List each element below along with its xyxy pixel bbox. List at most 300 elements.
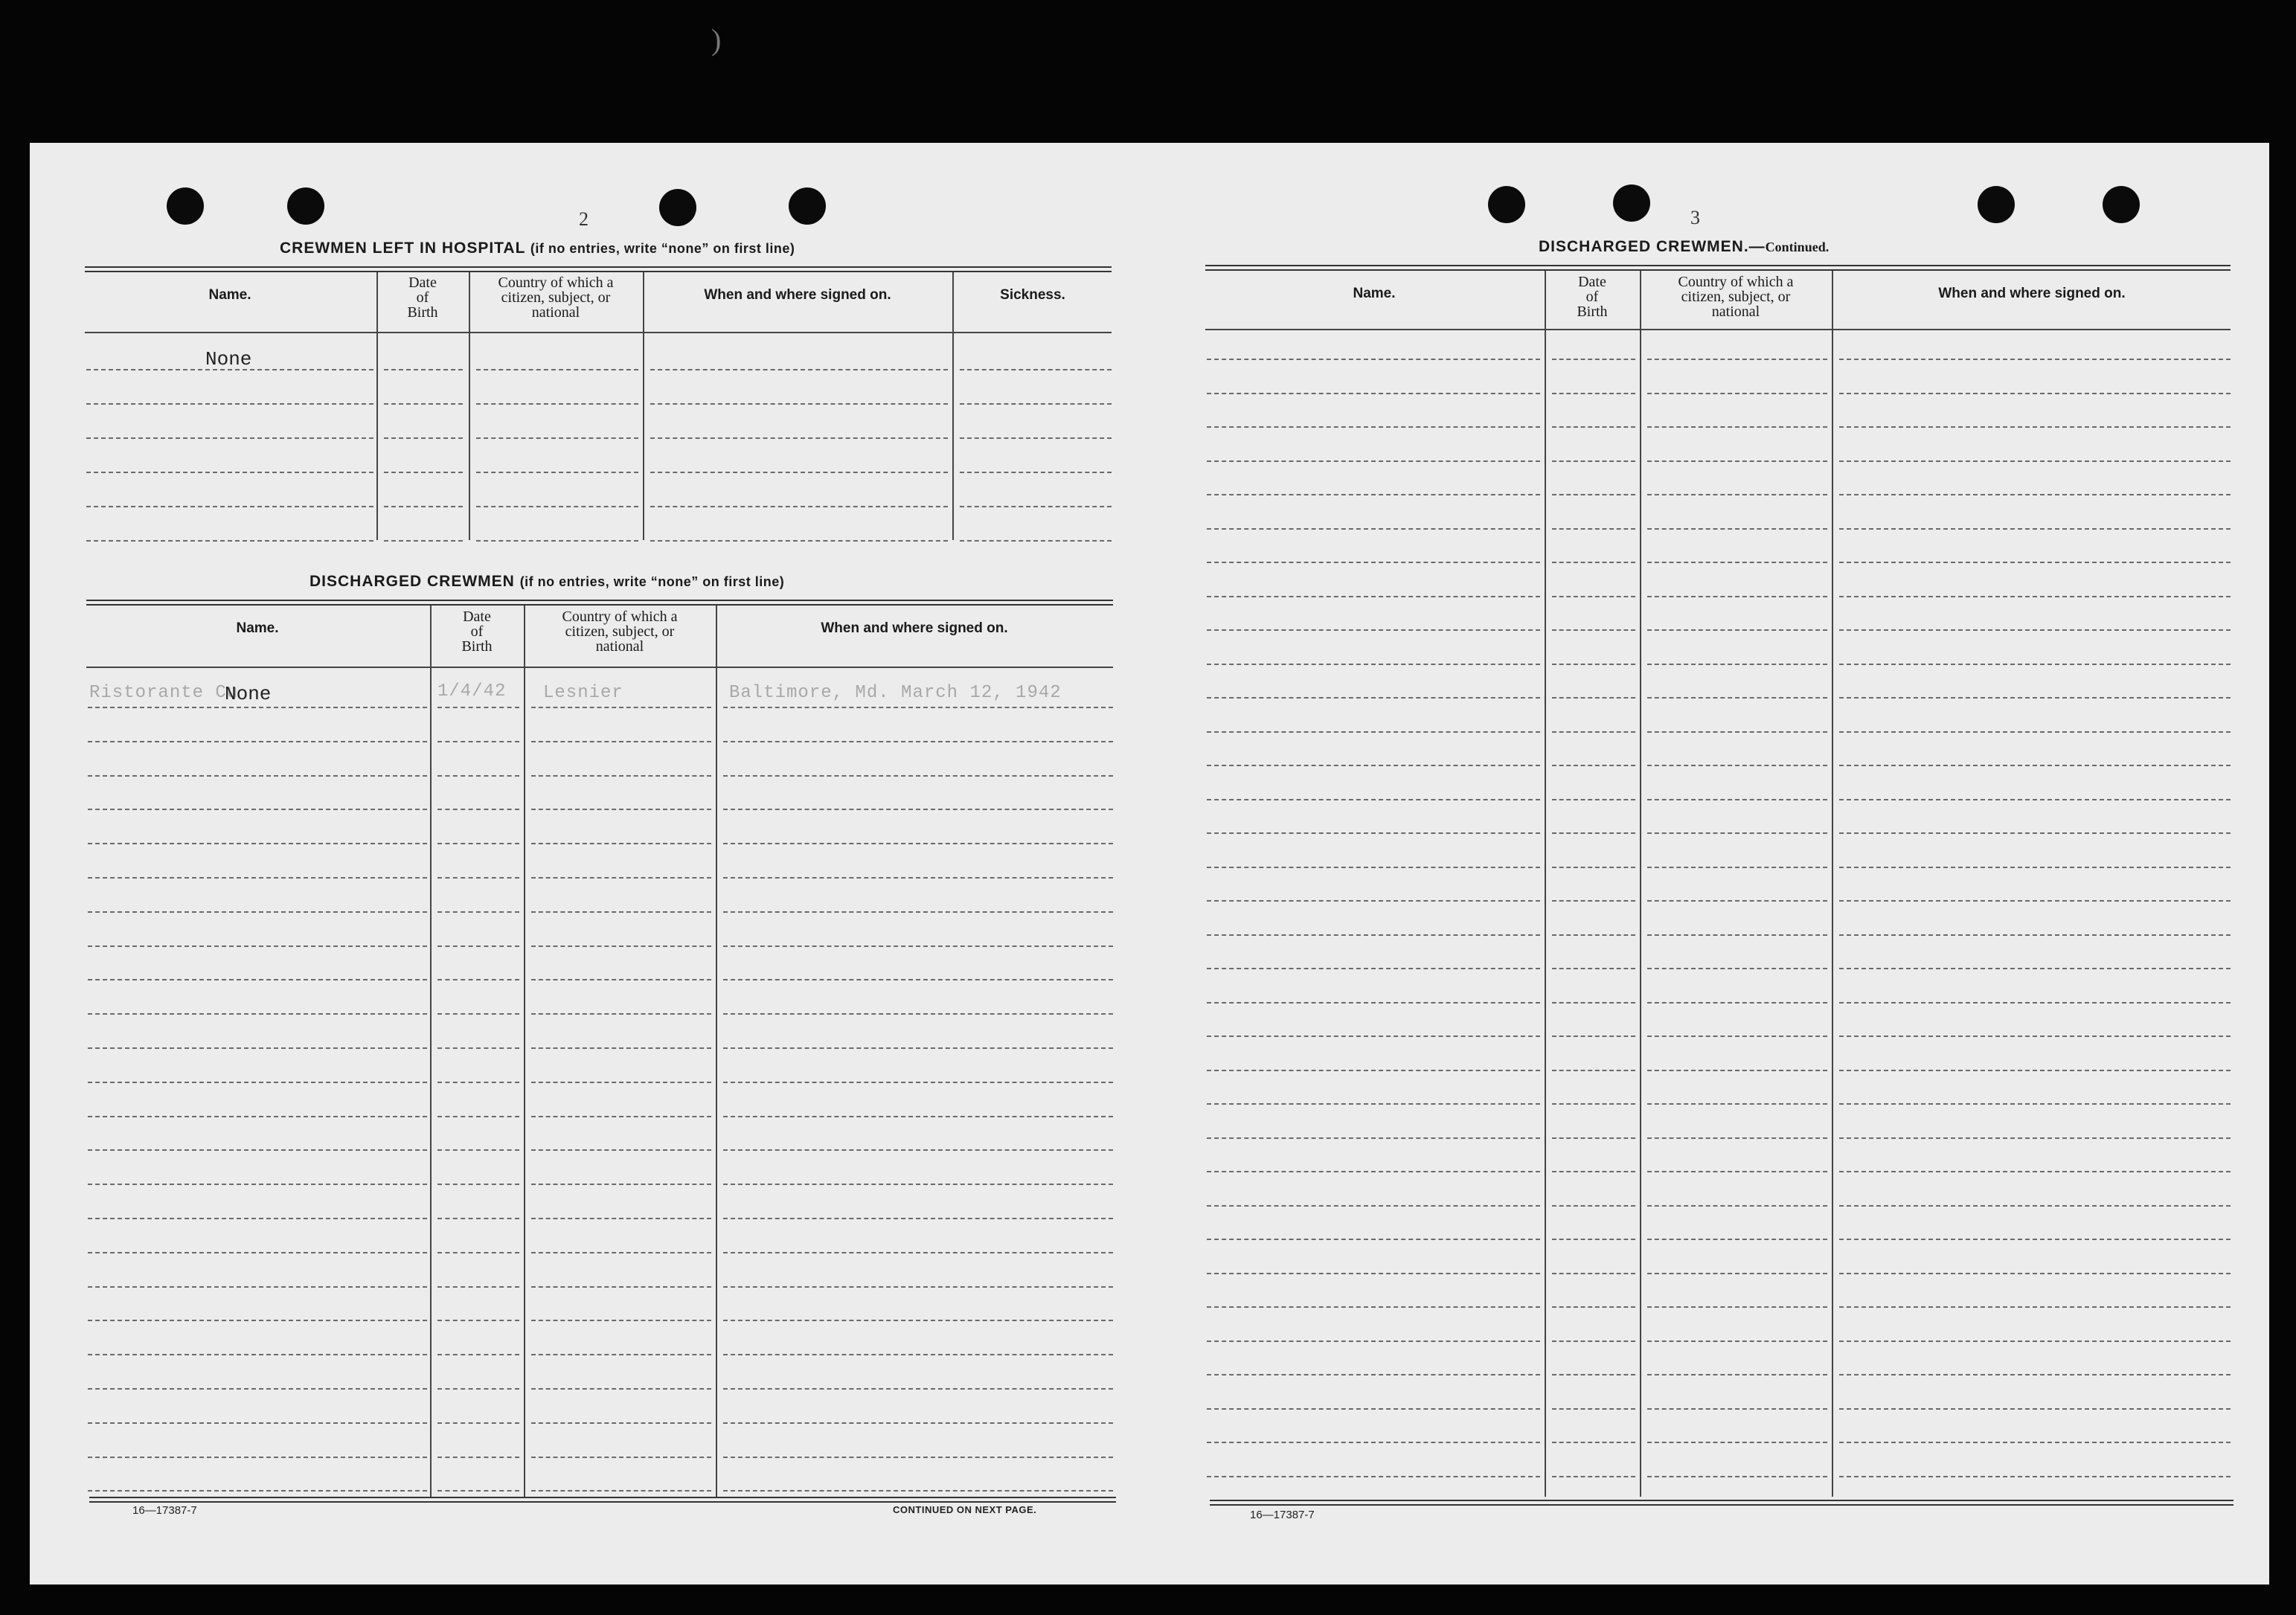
ruled-line [1552, 697, 1635, 699]
ruled-line [1839, 832, 2231, 834]
section-title-text: CREWMEN LEFT IN HOSPITAL [280, 240, 526, 257]
column-divider [524, 606, 525, 1498]
ruled-line [723, 843, 1113, 844]
ruled-line [1207, 867, 1540, 868]
ruled-line [723, 945, 1113, 947]
ruled-line [723, 877, 1113, 879]
column-divider [430, 606, 432, 1498]
ruled-line [960, 472, 1112, 473]
ruled-line [1647, 1002, 1827, 1004]
ruled-line [1647, 460, 1827, 462]
erased-signed-on: Baltimore, Md. March 12, 1942 [729, 683, 1062, 703]
ruled-line [531, 775, 711, 777]
ruled-line [723, 1354, 1113, 1355]
ruled-line [1839, 934, 2231, 936]
ruled-line [437, 1082, 519, 1083]
ruled-line [1207, 697, 1540, 699]
ruled-line [1647, 1171, 1827, 1172]
ruled-line [88, 877, 427, 879]
ruled-line [1552, 1476, 1635, 1477]
ruled-line [1839, 867, 2231, 868]
ruled-line [86, 403, 373, 405]
ruled-line [437, 877, 519, 879]
ruled-line [1839, 494, 2231, 495]
footer-rule [1210, 1500, 2234, 1506]
ruled-line [650, 437, 948, 439]
ruled-line [1839, 359, 2231, 360]
ruled-line [1647, 968, 1827, 969]
ruled-line [1552, 731, 1635, 733]
column-divider [716, 606, 717, 1498]
punch-hole [659, 189, 696, 226]
ruled-line [531, 1286, 711, 1288]
ruled-line [723, 1184, 1113, 1185]
ruled-line [476, 437, 638, 439]
header-bottom-rule [1205, 329, 2231, 330]
ruled-line [650, 506, 948, 507]
ruled-line [88, 1252, 427, 1253]
erased-country: Lesnier [543, 683, 623, 703]
ruled-line [723, 1047, 1113, 1049]
ruled-line [1552, 900, 1635, 902]
column-header-date-of-birth: Date of Birth [461, 609, 493, 655]
ruled-line [1647, 1036, 1827, 1037]
ruled-line [1647, 1205, 1827, 1207]
ruled-line [531, 1422, 711, 1424]
ruled-line [88, 1218, 427, 1219]
ruled-line [960, 506, 1112, 507]
ruled-line [1647, 393, 1827, 394]
ruled-line [531, 843, 711, 844]
ruled-line [1647, 426, 1827, 428]
ruled-line [1647, 1306, 1827, 1308]
ruled-line [476, 369, 638, 370]
ruled-line [437, 1457, 519, 1458]
ruled-line [1552, 799, 1635, 800]
ruled-line [531, 1082, 711, 1083]
ruled-line [437, 1490, 519, 1492]
ruled-line [723, 741, 1113, 742]
ruled-line [437, 1149, 519, 1151]
erased-date-of-birth: 1/4/42 [437, 681, 507, 701]
ruled-line [960, 403, 1112, 405]
ruled-line [1552, 494, 1635, 495]
ruled-line [1552, 934, 1635, 936]
ruled-line [723, 707, 1113, 708]
ruled-line [723, 1218, 1113, 1219]
ruled-line [1207, 1103, 1540, 1105]
ruled-line [1552, 1408, 1635, 1410]
ruled-line [723, 1490, 1113, 1492]
ruled-line [1207, 359, 1540, 360]
ruled-line [1647, 1374, 1827, 1375]
column-header-signed-on: When and where signed on. [704, 287, 891, 303]
ruled-line [1552, 426, 1635, 428]
ruled-line [1207, 1476, 1540, 1477]
ruled-line [723, 911, 1113, 913]
ruled-line [88, 1286, 427, 1288]
ruled-line [531, 707, 711, 708]
header-bottom-rule [85, 332, 1112, 333]
ruled-line [88, 741, 427, 742]
ruled-line [1839, 1442, 2231, 1443]
ruled-line [650, 472, 948, 473]
ruled-line [1647, 596, 1827, 597]
ruled-line [1552, 664, 1635, 665]
ruled-line [1552, 1137, 1635, 1139]
ruled-line [650, 540, 948, 542]
ruled-line [1839, 562, 2231, 563]
column-header-country: Country of which a citizen, subject, or national [1678, 274, 1794, 320]
continued-note: CONTINUED ON NEXT PAGE. [893, 1504, 1037, 1515]
ruled-line [437, 1116, 519, 1117]
ruled-line [1552, 1103, 1635, 1105]
ruled-line [1647, 765, 1827, 766]
ruled-line [1552, 359, 1635, 360]
ruled-line [437, 707, 519, 708]
ruled-line [723, 809, 1113, 810]
ruled-line [1207, 1070, 1540, 1071]
ruled-line [88, 1490, 427, 1492]
ruled-line [723, 1286, 1113, 1288]
column-header-sickness: Sickness. [1000, 287, 1065, 303]
ruled-line [1839, 968, 2231, 969]
ruled-line [1839, 1273, 2231, 1274]
ruled-line [1207, 1137, 1540, 1139]
column-header-signed-on: When and where signed on. [1938, 286, 2126, 301]
ruled-line [1839, 765, 2231, 766]
section-title-text: DISCHARGED CREWMEN [310, 573, 515, 590]
ruled-line [86, 540, 373, 542]
ruled-line [1207, 1239, 1540, 1240]
column-divider [1640, 271, 1641, 1497]
ruled-line [1839, 1239, 2231, 1240]
ruled-line [531, 1457, 711, 1458]
ruled-line [1647, 1273, 1827, 1274]
ruled-line [1207, 494, 1540, 495]
column-header-date-of-birth: Date of Birth [1577, 274, 1608, 320]
ruled-line [1647, 1070, 1827, 1071]
punch-hole [2103, 186, 2140, 223]
ruled-line [1207, 1036, 1540, 1037]
ruled-line [1839, 629, 2231, 631]
section-title-hospital [280, 240, 795, 257]
punch-hole [1488, 186, 1525, 223]
ruled-line [1647, 1408, 1827, 1410]
ruled-line [1647, 562, 1827, 563]
ruled-line [1647, 494, 1827, 495]
ruled-line [1552, 1306, 1635, 1308]
page-number: 3 [1690, 207, 1700, 228]
ruled-line [531, 945, 711, 947]
ruled-line [1839, 1408, 2231, 1410]
ruled-line [1839, 1306, 2231, 1308]
column-header-name: Name. [236, 620, 279, 636]
ruled-line [88, 809, 427, 810]
ruled-line [1647, 934, 1827, 936]
ruled-line [1207, 1273, 1540, 1274]
ruled-line [88, 945, 427, 947]
ruled-line [88, 1354, 427, 1355]
ruled-line [86, 506, 373, 507]
ruled-line [1839, 1137, 2231, 1139]
ruled-line [437, 945, 519, 947]
ruled-line [1839, 1002, 2231, 1004]
ruled-line [1839, 697, 2231, 699]
ruled-line [1647, 697, 1827, 699]
ruled-line [384, 403, 463, 405]
ruled-line [437, 1422, 519, 1424]
ruled-line [1839, 664, 2231, 665]
header-rule [85, 266, 1112, 272]
erased-name: Ristorante Cu [89, 683, 239, 703]
ruled-line [1207, 731, 1540, 733]
ruled-line [1839, 460, 2231, 462]
punch-hole [789, 187, 826, 225]
ruled-line [531, 1184, 711, 1185]
column-header-signed-on: When and where signed on. [821, 620, 1008, 636]
ruled-line [1647, 799, 1827, 800]
ruled-line [1839, 1341, 2231, 1342]
ruled-line [1207, 1205, 1540, 1207]
ruled-line [960, 540, 1112, 542]
ruled-line [1207, 393, 1540, 394]
ruled-line [384, 472, 463, 473]
ruled-line [1207, 460, 1540, 462]
ruled-line [723, 979, 1113, 980]
form-number: 16—17387-7 [1250, 1509, 1315, 1521]
ruled-line [1839, 1374, 2231, 1375]
ruled-line [1207, 1374, 1540, 1375]
ruled-line [437, 1354, 519, 1355]
ruled-line [1839, 596, 2231, 597]
ruled-line [88, 843, 427, 844]
ruled-line [437, 775, 519, 777]
ruled-line [1552, 1002, 1635, 1004]
ruled-line [531, 1354, 711, 1355]
header-rule [1205, 265, 2231, 271]
ruled-line [437, 979, 519, 980]
ruled-line [437, 1013, 519, 1015]
ruled-line [960, 369, 1112, 370]
ruled-line [1647, 1341, 1827, 1342]
ruled-line [86, 437, 373, 439]
ruled-line [88, 1184, 427, 1185]
ruled-line [437, 1388, 519, 1390]
ruled-line [1552, 765, 1635, 766]
ruled-line [1647, 629, 1827, 631]
ruled-line [1207, 562, 1540, 563]
ruled-line [88, 1149, 427, 1151]
ruled-line [1207, 1442, 1540, 1443]
ruled-line [1207, 765, 1540, 766]
page-number: 2 [579, 208, 589, 230]
ruled-line [1207, 596, 1540, 597]
ruled-line [1839, 1103, 2231, 1105]
ruled-line [384, 506, 463, 507]
footer-rule [89, 1497, 1116, 1503]
ruled-line [1207, 1341, 1540, 1342]
ruled-line [723, 1457, 1113, 1458]
ruled-line [476, 403, 638, 405]
ruled-line [1552, 629, 1635, 631]
ruled-line [1207, 426, 1540, 428]
ruled-line [384, 540, 463, 542]
ruled-line [88, 1082, 427, 1083]
ruled-line [1647, 528, 1827, 530]
ruled-line [531, 1047, 711, 1049]
ruled-line [1207, 1408, 1540, 1410]
section-title-note: (if no entries, write “none” on first line) [530, 241, 795, 256]
ruled-line [88, 1047, 427, 1049]
ruled-line [476, 540, 638, 542]
ruled-line [1207, 968, 1540, 969]
ruled-line [88, 911, 427, 913]
ruled-line [531, 911, 711, 913]
ruled-line [531, 1320, 711, 1321]
ruled-line [650, 369, 948, 370]
ruled-line [1647, 832, 1827, 834]
ruled-line [437, 1286, 519, 1288]
ruled-line [1207, 629, 1540, 631]
ruled-line [1207, 664, 1540, 665]
form-number: 16—17387-7 [132, 1504, 197, 1517]
ruled-line [1647, 1476, 1827, 1477]
ruled-line [1552, 968, 1635, 969]
ruled-line [1647, 867, 1827, 868]
ruled-line [1552, 562, 1635, 563]
ruled-line [531, 1149, 711, 1151]
ruled-line [1552, 1341, 1635, 1342]
ruled-line [437, 1047, 519, 1049]
ruled-line [1647, 359, 1827, 360]
column-header-date-of-birth: Date of Birth [407, 274, 438, 321]
ruled-line [723, 1252, 1113, 1253]
ruled-line [1552, 1442, 1635, 1443]
ruled-line [88, 1388, 427, 1390]
ruled-line [1647, 731, 1827, 733]
first-line-entry: None [205, 348, 252, 370]
ruled-line [1552, 1273, 1635, 1274]
ruled-line [1839, 1036, 2231, 1037]
punch-hole [1613, 184, 1650, 222]
ruled-line [1839, 731, 2231, 733]
ruled-line [1647, 1442, 1827, 1443]
ruled-line [723, 1013, 1113, 1015]
ruled-line [1207, 934, 1540, 936]
ruled-line [437, 809, 519, 810]
ruled-line [88, 979, 427, 980]
header-bottom-rule [86, 667, 1113, 668]
ruled-line [1552, 460, 1635, 462]
section-title-note: (if no entries, write “none” on first line) [519, 574, 785, 589]
ruled-line [1839, 799, 2231, 800]
ruled-line [1552, 1036, 1635, 1037]
ruled-line [1552, 1239, 1635, 1240]
ruled-line [437, 741, 519, 742]
column-divider [1545, 271, 1546, 1497]
ruled-line [1207, 1306, 1540, 1308]
ruled-line [531, 1116, 711, 1117]
ruled-line [531, 809, 711, 810]
ruled-line [531, 979, 711, 980]
column-divider [1832, 271, 1833, 1497]
ruled-line [723, 775, 1113, 777]
ruled-line [437, 1218, 519, 1219]
ruled-line [88, 775, 427, 777]
ruled-line [1647, 1239, 1827, 1240]
ruled-line [1207, 832, 1540, 834]
ruled-line [531, 1218, 711, 1219]
ruled-line [437, 1184, 519, 1185]
column-header-country: Country of which a citizen, subject, or national [498, 274, 614, 321]
ruled-line [1552, 393, 1635, 394]
ruled-line [1839, 1171, 2231, 1172]
ruled-line [1647, 1103, 1827, 1105]
ruled-line [88, 1457, 427, 1458]
ruled-line [531, 1388, 711, 1390]
ruled-line [1647, 900, 1827, 902]
ruled-line [1839, 1476, 2231, 1477]
ruled-line [1839, 528, 2231, 530]
column-header-name: Name. [208, 287, 251, 303]
ruled-line [1839, 393, 2231, 394]
ruled-line [1552, 1070, 1635, 1071]
ruled-line [1647, 1137, 1827, 1139]
ruled-line [88, 1013, 427, 1015]
ruled-line [1552, 596, 1635, 597]
ruled-line [960, 437, 1112, 439]
column-header-country: Country of which a citizen, subject, or national [562, 609, 678, 655]
header-rule [86, 600, 1113, 606]
ruled-line [86, 472, 373, 473]
first-line-entry: None [225, 683, 272, 705]
ruled-line [1552, 832, 1635, 834]
ruled-line [437, 911, 519, 913]
ruled-line [1552, 528, 1635, 530]
section-title-suffix: Continued. [1765, 240, 1830, 254]
ruled-line [723, 1422, 1113, 1424]
ruled-line [1207, 528, 1540, 530]
ruled-line [531, 1490, 711, 1492]
punch-hole [1978, 186, 2015, 223]
column-header-name: Name. [1353, 286, 1396, 301]
section-title-discharged [310, 573, 784, 591]
ruled-line [650, 403, 948, 405]
ruled-line [437, 843, 519, 844]
ruled-line [476, 506, 638, 507]
ruled-line [723, 1116, 1113, 1117]
ruled-line [1207, 1171, 1540, 1172]
ruled-line [88, 707, 427, 708]
ruled-line [723, 1388, 1113, 1390]
ruled-line [531, 741, 711, 742]
ruled-line [1552, 867, 1635, 868]
ruled-line [723, 1082, 1113, 1083]
ruled-line [723, 1320, 1113, 1321]
ruled-line [384, 369, 463, 370]
ruled-line [1647, 664, 1827, 665]
ruled-line [437, 1320, 519, 1321]
document-sheet [30, 143, 2269, 1585]
ruled-line [384, 437, 463, 439]
ruled-line [1207, 1002, 1540, 1004]
ruled-line [1552, 1374, 1635, 1375]
ruled-line [476, 472, 638, 473]
ruled-line [723, 1149, 1113, 1151]
ruled-line [1839, 1205, 2231, 1207]
ruled-line [86, 369, 373, 370]
